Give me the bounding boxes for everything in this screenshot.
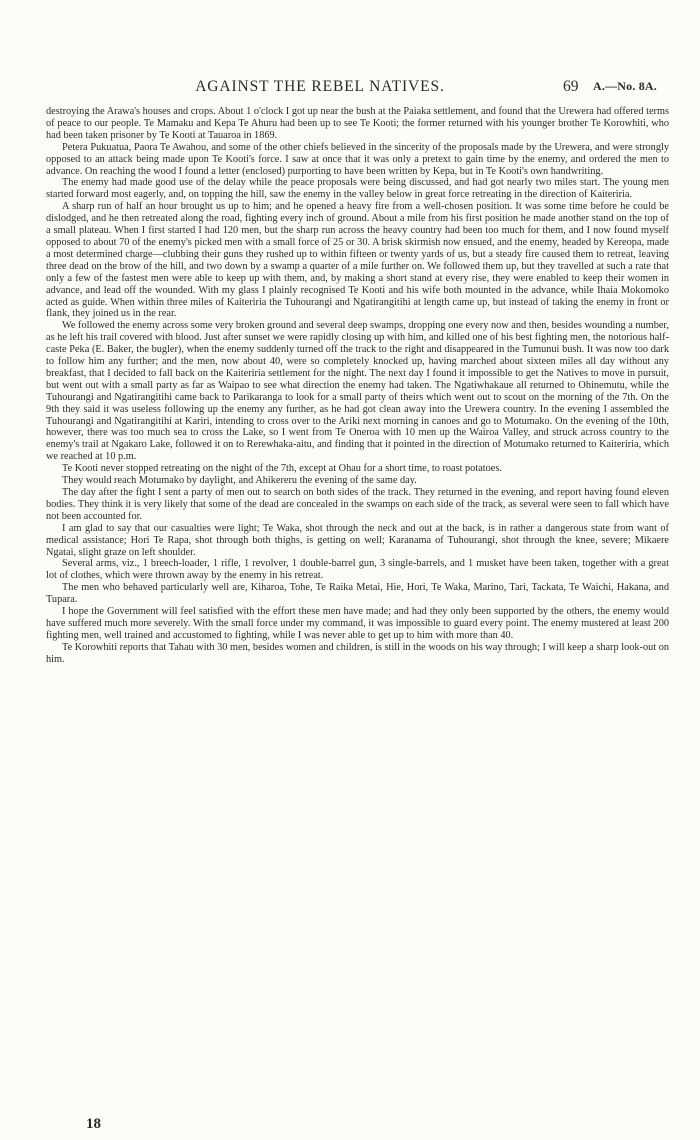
paragraph: Several arms, viz., 1 breech-loader, 1 rifle, 1 revolver, 1 double-barrel gun, 3 single-barrels, and 1 musket have been taken, together with a great lot of clothes, which were thrown away by the enemy in his retreat. — [46, 558, 669, 582]
paragraph: The enemy had made good use of the delay while the peace proposals were being discussed, and had got nearly two miles start. The young men started forward most eagerly, and, on topping the hill, saw the enemy in the valley below in great force retreating in the direction of Kaiteriria. — [46, 177, 669, 201]
paragraph: We followed the enemy across some very broken ground and several deep swamps, dropping one every now and then, besides wounding a number, as he left his trail covered with blood. Just after sunset we were rapidly closing up with him, and killed one of his best fighting men, the notorious half-caste Peka (E. Baker, the bugler), when the enemy suddenly turned off the track to the right and disappeared in the Tumunui bush. It was now too dark to follow him any further; and the men, now about 40, were so completely knocked up, having marched about sixteen miles all day without any breakfast, that I decided to fall back on the Kaiteriria settlement for the night. The next day I found it impossible to get the Natives to move in pursuit, but went out with a small party as far as Waipao to see what direction the enemy had taken. The Ngatiwhakaue all returned to Ohinemutu, while the Tuhourangi and Ngatirangitihi came back to Parikaranga to look for a small party of theirs which went out to scout on the morning of the 7th. On the 9th they said it was useless following up the enemy any further, as he had got clean away into the Urewera country. In the evening I assembled the Tuhourangi and Ngatirangitihi at Kariri, intending to cross over to the Ariki next morning in canoes and go to Motumako. On the evening of the 10th, however, there was too much sea to cross the Lake, so I went from Te Oneroa with 10 men up the Wairoa Valley, and struck across country to the enemy's trail at Ngakaro Lake, followed it on to Rerewhaka-aitu, and finding that it pointed in the direction of Motumako returned to Kaiteriria, which we reached at 10 p.m. — [46, 320, 669, 463]
page-header — [0, 78, 700, 100]
paragraph: Petera Pukuatua, Paora Te Awahou, and some of the other chiefs believed in the sincerity of the proposals made by the Urewera, and were strongly opposed to an attack being made upon Te Kooti's force. I saw at once that it was only a pretext to gain time by the enemy, and ordered the men to advance. On reaching the wood I found a letter (enclosed) purporting to have been written by Kepa, but in Te Kooti's own handwriting. — [46, 141, 669, 177]
document-reference: A.—No. 8A. — [593, 79, 657, 93]
signature-number: 18 — [86, 1116, 101, 1132]
running-title: AGAINST THE REBEL NATIVES. — [195, 78, 445, 95]
paragraph: destroying the Arawa's houses and crops. About 1 o'clock I got up near the bush at the Paiaka settlement, and found that the Urewera had offered terms of peace to our people. Te Mamaku and Kepa Te Ahuru had been up to see Te Kooti; the former returned with his younger brother Te Korowhiti, who had been taken prisoner by Te Kooti at Tauaroa in 1869. — [46, 106, 669, 141]
paragraph: Te Korowhiti reports that Tahau with 30 men, besides women and children, is still in the woods on his way through; I will keep a sharp look-out on him. — [46, 641, 669, 665]
paragraph: I am glad to say that our casualties were light; Te Waka, shot through the neck and out at the back, is in rather a dangerous state from want of medical assistance; Hori Te Rapa, shot through both thighs, is getting on well; Karanama of Tuhourangi, shot through the knee, severe; Mikaere Ngatai, slight graze on left shoulder. — [46, 522, 669, 558]
paragraph: The day after the fight I sent a party of men out to search on both sides of the track. They returned in the evening, and report having found eleven bodies. They think it is very likely that some of the dead are concealed in the swamps on each side of the track, as several were seen to fall which have not been accounted for. — [46, 487, 669, 522]
page-number: 69 — [563, 78, 579, 95]
paragraph: The men who behaved particularly well are, Kiharoa, Tohe, Te Raika Metai, Hie, Hori, Te Waka, Marino, Tari, Tackata, Te Waichi, Hakana, and Tupara. — [46, 582, 669, 606]
paragraph: Te Kooti never stopped retreating on the night of the 7th, except at Ohau for a short time, to roast potatoes. — [62, 463, 502, 475]
paragraph: They would reach Motumako by daylight, and Ahikereru the evening of the same day. — [62, 475, 417, 487]
paragraph: I hope the Government will feel satisfied with the effort these men have made; and had they only been supported by the others, the enemy would have suffered much more severely. With the small force under my command, it was impossible to guard every point. The enemy mustered at least 200 fighting men, well trained and accustomed to fighting, while I was never able to get up to him with more than 40. — [46, 606, 669, 641]
paragraph: A sharp run of half an hour brought us up to him; and he opened a heavy fire from a well-chosen position. It was some time before he could be dislodged, and he then retreated along the road, fighting every inch of ground. About a mile from his first position he made another stand on the top of a small plateau. When I first started I had 120 men, but the sharp run across the heavy country had been too much for them, and I now found myself opposed to about 70 of the enemy's picked men with a small force of 25 or 30. A brisk skirmish now ensued, and the enemy, headed by Kereopa, made a most determined charge—clubbing their guns they rushed up to within fifteen or twenty yards of us, but a steady fire caused them to retreat, leaving three dead on the brow of the hill, and two down by a swamp a quarter of a mile further on. We followed them up, but they travelled at such a rate that only a few of the fastest men were able to keep up with them, and, by making a short stand at every rise, they were enabled to keep their women in advance, and lead off the wounded. With my glass I plainly recognised Te Kooti and his wife both mounted in the advance, while Ihaia Mokomoko acted as guide. When within three miles of Kaiteriria the Tuhourangi and Ngatirangitihi at length came up, but instead of taking the enemy in front or flank, they joined us in the rear. — [46, 201, 669, 320]
body-text — [46, 106, 669, 666]
